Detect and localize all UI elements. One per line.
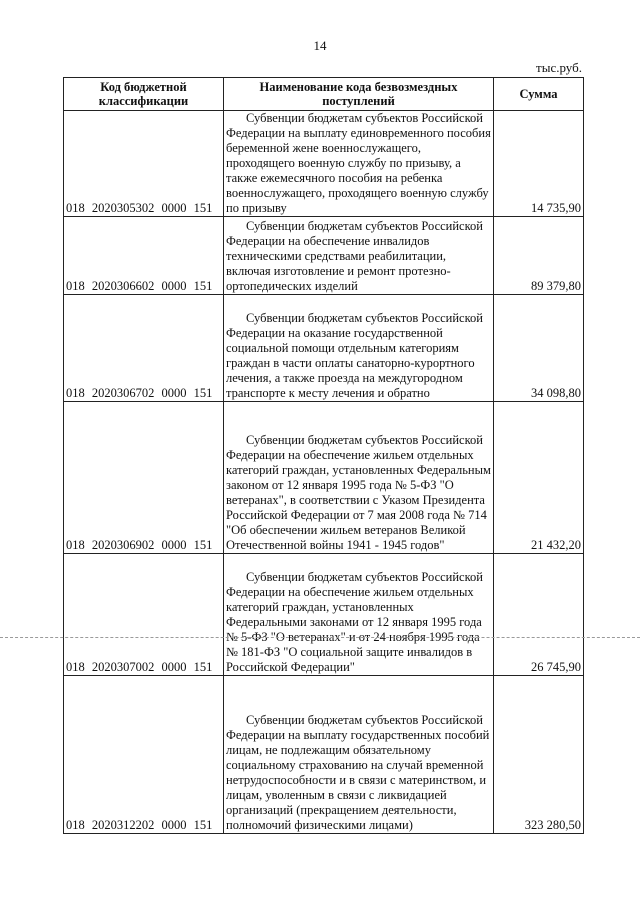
row-sum: 89 379,80 — [494, 217, 584, 295]
header-name: Наименование кода безвозмездных поступлений — [224, 78, 494, 111]
table-row — [64, 111, 584, 217]
row-sum: 21 432,20 — [494, 402, 584, 554]
row-sum: 34 098,80 — [494, 295, 584, 402]
row-code: 018 2020307002 0000 151 — [64, 554, 224, 676]
page-number: 14 — [313, 38, 327, 53]
table-row — [64, 217, 584, 295]
scan-fold-line — [0, 637, 640, 638]
header-code: Код бюджетной классификации — [64, 78, 224, 111]
row-code: 018 2020305302 0000 151 — [64, 111, 224, 217]
row-name: Субвенции бюджетам субъектов Российской Федерации на обеспечение жильем отдельных категорий граждан, установленных Федеральными законами от 12 января 1995 года № 5-ФЗ "О ветеранах" и от 24 ноября 1995 года № 181-ФЗ "О социальной защите инвалидов в Российской Федерации" — [224, 554, 494, 676]
units-label: тыс.руб. — [536, 60, 582, 75]
row-code: 018 2020306902 0000 151 — [64, 402, 224, 554]
row-name: Субвенции бюджетам субъектов Российской Федерации на обеспечение инвалидов техническими средствами реабилитации, включая изготовление и ремонт протезно-ортопедических изделий — [224, 217, 494, 295]
row-sum: 14 735,90 — [494, 111, 584, 217]
row-sum: 26 745,90 — [494, 554, 584, 676]
header-sum: Сумма — [494, 78, 584, 111]
row-sum: 323 280,50 — [494, 676, 584, 834]
row-code: 018 2020306702 0000 151 — [64, 295, 224, 402]
table-row — [64, 554, 584, 676]
row-name: Субвенции бюджетам субъектов Российской Федерации на выплату государственных пособий лицам, не подлежащим обязательному социальному страхованию на случай временной нетрудоспособности и в связи с материнством, и лицам, уволенным в связи с ликвидацией организаций (прекращением деятельности, полномочий физическими лицами) — [224, 676, 494, 834]
row-name: Субвенции бюджетам субъектов Российской Федерации на оказание государственной социальной помощи отдельным категориям граждан в части оплаты санаторно-курортного лечения, а также проезда на междугородном транспорте к месту лечения и обратно — [224, 295, 494, 402]
budget-revenue-table — [63, 77, 584, 834]
row-code: 018 2020306602 0000 151 — [64, 217, 224, 295]
table-row — [64, 402, 584, 554]
row-name: Субвенции бюджетам субъектов Российской Федерации на обеспечение жильем отдельных категорий граждан, установленных Федеральным законом от 12 января 1995 года № 5-ФЗ "О ветеранах", в соответствии с Указом Президента Российской Федерации от 7 мая 2008 года № 714 "Об обеспечении жильем ветеранов Великой Отечественной войны 1941 - 1945 годов" — [224, 402, 494, 554]
table-row — [64, 676, 584, 834]
row-code: 018 2020312202 0000 151 — [64, 676, 224, 834]
table-header-row — [64, 78, 584, 111]
table-row — [64, 295, 584, 402]
row-name: Субвенции бюджетам субъектов Российской Федерации на выплату единовременного пособия беременной жене военнослужащего, проходящего военную службу по призыву, а также ежемесячного пособия на ребенка военнослужащего, проходящего военную службу по призыву — [224, 111, 494, 217]
